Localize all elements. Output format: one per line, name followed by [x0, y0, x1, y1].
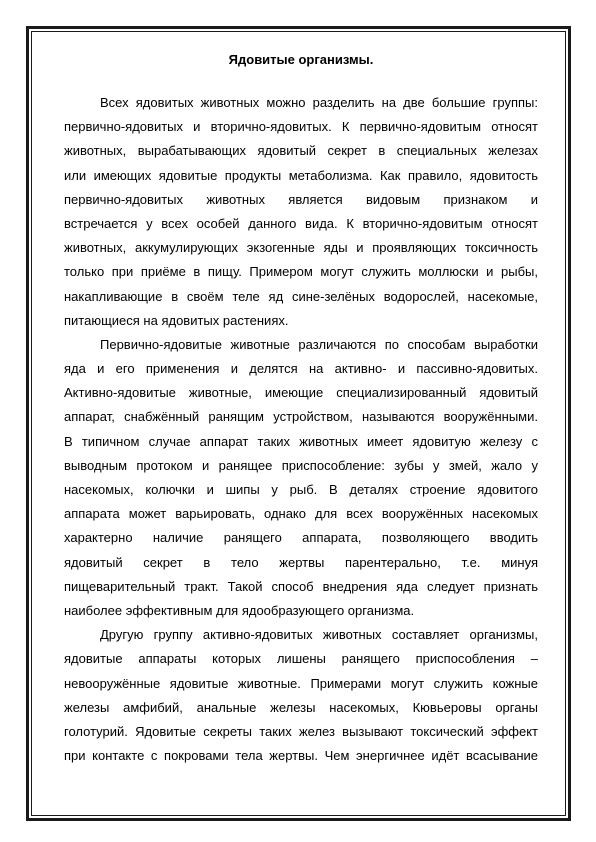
text-line: животных, аккумулирующих экзогенные яды и проявляющих токсичность — [64, 240, 538, 256]
text-line: или имеющих ядовитые продукты метаболизма. Как правило, ядовитость — [64, 167, 538, 183]
text-line: Другую группу активно-ядовитых животных составляет организмы, — [100, 627, 538, 643]
text-line: накапливающие в своём теле яд сине-зелёных водорослей, насекомые, — [64, 288, 538, 304]
text-line: аппарат, снабжённый ранящим устройством, называются вооружёнными. — [64, 409, 538, 425]
text-line: характерно наличие ранящего аппарата, позволяющего вводить — [64, 530, 538, 546]
text-line: наиболее эффективным для ядообразующего организма. — [64, 602, 415, 618]
text-line: аппарата может варьировать, однако для всех вооружённых насекомых — [64, 506, 538, 522]
text-line: животных, вырабатывающих ядовитый секрет в специальных железах — [64, 143, 538, 159]
text-line: пищеварительный тракт. Такой способ внедрения яда следует признать — [64, 578, 538, 594]
text-line: ядовитые аппараты которых лишены ранящего приспособления – — [64, 651, 538, 667]
paragraphs-container — [64, 91, 538, 768]
text-line: железы амфибий, анальные железы насекомых, Кювьеровы органы — [64, 699, 538, 715]
text-line: Всех ядовитых животных можно разделить на две большие группы: — [100, 95, 538, 110]
text-line: первично-ядовитых и вторично-ядовитых. К первично-ядовитым относят — [64, 119, 538, 135]
text-line: Первично-ядовитые животные различаются по способам выработки — [100, 336, 538, 352]
text-line: встречается у всех особей данного вида. К вторично-ядовитым относят — [64, 215, 538, 231]
text-line: выводным протоком и ранящее приспособление: зубы у змей, жало у — [64, 457, 538, 473]
text-line: яда и его применения и делятся на активно- и пассивно-ядовитых. — [64, 361, 538, 377]
text-line: Активно-ядовитые животные, имеющие специализированный ядовитый — [64, 385, 538, 401]
text-line: В типичном случае аппарат таких животных имеет ядовитую железу с — [64, 433, 538, 449]
text-line: голотурий. Ядовитые секреты таких желез вызывают токсический эффект — [64, 723, 538, 739]
text-line: невооружённые ядовитые животные. Примерами могут служить кожные — [64, 675, 538, 691]
paragraph-3 — [64, 623, 538, 768]
text-line: насекомых, колючки и шипы у рыб. В деталях строение ядовитого — [64, 482, 538, 497]
document-title: Ядовитые организмы. — [228, 52, 374, 67]
document-body — [64, 50, 538, 768]
text-line: только при приёме в пищу. Примером могут служить моллюски и рыбы, — [64, 264, 538, 280]
paragraph-2 — [64, 333, 538, 623]
text-line: при контакте с покровами тела жертвы. Чем энергичнее идёт всасывание — [64, 748, 538, 764]
text-line: питающиеся на ядовитых растениях. — [64, 312, 289, 328]
paragraph-1 — [64, 91, 538, 333]
text-line: ядовитый секрет в тело жертвы парентерально, т.е. минуя — [64, 554, 538, 570]
text-line: первично-ядовитых животных является видовым признаком и — [64, 191, 538, 207]
